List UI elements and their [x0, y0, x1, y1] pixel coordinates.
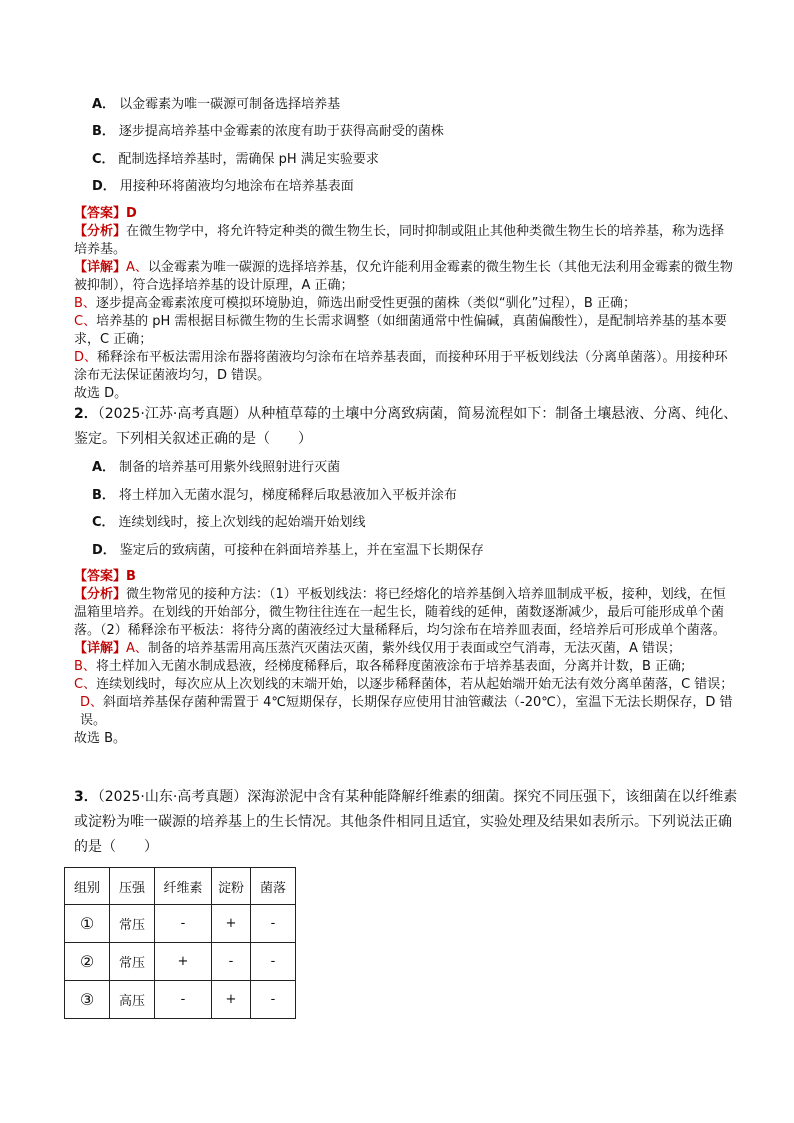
- q2-solution: [74, 568, 734, 748]
- table-cell: ①: [65, 905, 110, 943]
- q2-option-d: D． 鉴定后的致病菌，可接种在斜面培养基上，并在室温下长期保存: [92, 543, 484, 558]
- q2-option-c: C． 连续划线时，接上次划线的起始端开始划线: [92, 515, 366, 530]
- table-header-cell: 压强: [110, 868, 155, 905]
- q3-data-table: [64, 867, 296, 1019]
- q1-detail-a: 【详解】A、以金霉素为唯一碳源的选择培养基，仅允许能利用金霉素的微生物生长（其他无法利用金霉素的微生物被抑制），符合选择培养基的设计原理，A 正确；: [74, 260, 733, 293]
- table-row: [65, 981, 296, 1019]
- table-row: [65, 943, 296, 981]
- table-cell: ②: [65, 943, 110, 981]
- table-cell: -: [251, 943, 296, 981]
- table-cell: -: [155, 905, 212, 943]
- table-cell: 常压: [110, 943, 155, 981]
- table-cell: 常压: [110, 905, 155, 943]
- q2-option-a: A． 制备的培养基可用紫外线照射进行灭菌: [92, 460, 341, 475]
- q1-conclusion: 故选 D。: [74, 386, 128, 401]
- q2-conclusion: 故选 B。: [74, 731, 127, 746]
- q1-option-a: A． 以金霉素为唯一碳源可制备选择培养基: [92, 97, 341, 112]
- table-header-cell: 淀粉: [212, 868, 251, 905]
- q1-solution: [74, 205, 734, 403]
- table-cell: -: [155, 981, 212, 1019]
- table-cell: -: [212, 943, 251, 981]
- q2-detail-a: 【详解】A、制备的培养基需用高压蒸汽灭菌法灭菌，紫外线仅用于表面或空气消毒，无法灭菌，A 错误；: [74, 641, 681, 656]
- q1-option-b: B． 逐步提高培养基中金霉素的浓度有助于获得高耐受的菌株: [92, 124, 444, 139]
- table-cell: -: [251, 981, 296, 1019]
- q2-answer: 【答案】B: [74, 569, 136, 584]
- table-header-row: [65, 868, 296, 905]
- table-cell: 高压: [110, 981, 155, 1019]
- q2-detail-d: D、斜面培养基保存菌种需置于 4℃短期保存，长期保存应使用甘油管藏法（-20℃），室温下无法长期保存，D 错误。: [80, 695, 733, 728]
- q3-stem: 3．（2025·山东·高考真题）深海淤泥中含有某种能降解纤维素的细菌。探究不同压强下，该细菌在以纤维素或淀粉为唯一碳源的培养基上的生长情况。其他条件相同且适宜，实验处理及结果如表所示。下列说法正确的是（ ）: [74, 789, 738, 855]
- q1-detail-c: C、培养基的 pH 需根据目标微生物的生长需求调整（如细菌通常中性偏碱，真菌偏酸性），是配制培养基的基本要求，C 正确；: [74, 314, 727, 347]
- q2-detail-b: B、将土样加入无菌水制成悬液，经梯度稀释后，取各稀释度菌液涂布于培养基表面，分离并计数，B 正确;: [74, 659, 686, 674]
- table-cell: +: [155, 943, 212, 981]
- table-header-cell: 纤维素: [155, 868, 212, 905]
- q1-detail-b: B、逐步提高金霉素浓度可模拟环境胁迫，筛选出耐受性更强的菌株（类似“驯化”过程），B 正确；: [74, 296, 636, 311]
- q2-detail-c: C、连续划线时，每次应从上次划线的末端开始，以逐步稀释菌体，若从起始端开始无法有效分离单菌落，C 错误；: [74, 677, 734, 692]
- table-header-cell: 组别: [65, 868, 110, 905]
- table-cell: +: [212, 905, 251, 943]
- q1-answer: 【答案】D: [74, 206, 137, 221]
- q1-detail-d: D、稀释涂布平板法需用涂布器将菌液均匀涂布在培养基表面，而接种环用于平板划线法（分离单菌落）。用接种环涂布无法保证菌液均匀，D 错误。: [74, 350, 728, 383]
- table-row: [65, 905, 296, 943]
- q2-option-b: B． 将土样加入无菌水混匀，梯度稀释后取悬液加入平板并涂布: [92, 488, 457, 503]
- q1-option-c: C． 配制选择培养基时，需确保 pH 满足实验要求: [92, 152, 379, 167]
- q2-analysis: 【分析】微生物常见的接种方法：（1）平板划线法：将已经熔化的培养基倒入培养皿制成平板，接种，划线，在恒温箱里培养。在划线的开始部分，微生物往往连在一起生长，随着线的延伸，菌数逐渐减少，最后可能形成单个菌落。（2）稀释涂布平板法：将待分离的菌液经过大量稀释后，均匀涂布在培养皿表面，经培养后可形成单个菌落。: [74, 587, 726, 638]
- q1-option-d: D． 用接种环将菌液均匀地涂布在培养基表面: [92, 179, 354, 194]
- table-header-cell: 菌落: [251, 868, 296, 905]
- table-cell: +: [212, 981, 251, 1019]
- q1-analysis: 【分析】在微生物学中，将允许特定种类的微生物生长，同时抑制或阻止其他种类微生物生长的培养基，称为选择培养基。: [74, 224, 725, 257]
- q2-stem: 2．（2025·江苏·高考真题）从种植草莓的土壤中分离致病菌，简易流程如下：制备土壤悬液、分离、纯化、鉴定。下列相关叙述正确的是（ ）: [74, 406, 738, 447]
- table-cell: ③: [65, 981, 110, 1019]
- table-cell: -: [251, 905, 296, 943]
